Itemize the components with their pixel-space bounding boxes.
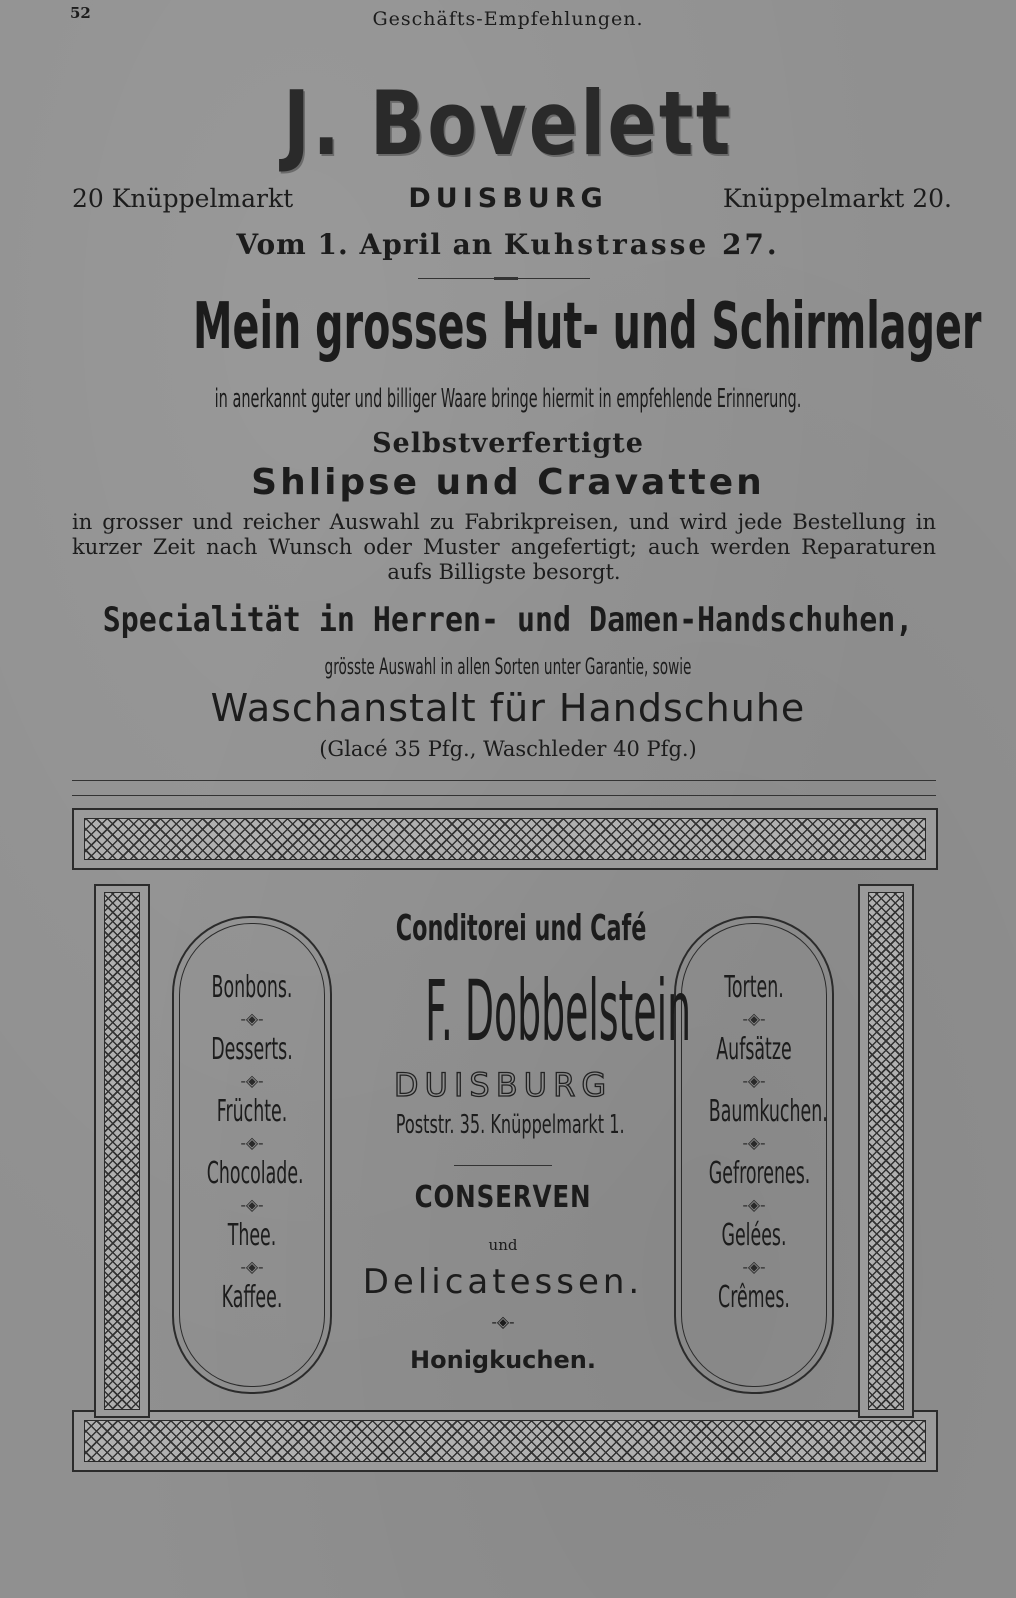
moving-address: Kuhstrasse 27. — [503, 228, 780, 261]
right-item-list — [676, 970, 832, 1316]
und-word: und — [488, 1236, 518, 1254]
conserven-heading: CONSERVEN — [414, 1180, 592, 1215]
honigkuchen-heading: Honigkuchen. — [410, 1346, 596, 1374]
delicatessen-heading: Delicatessen. — [362, 1262, 644, 1302]
list-item: Früchte. — [216, 1094, 288, 1129]
left-oval-panel — [172, 916, 332, 1394]
running-head: Geschäfts-Empfehlungen. — [372, 8, 644, 30]
ornament-pattern — [104, 892, 140, 1410]
list-item: Chocolade. — [206, 1156, 304, 1191]
address-row — [72, 183, 952, 214]
list-item: Crêmes. — [718, 1280, 790, 1315]
right-oval-panel — [674, 916, 834, 1394]
separator-rule — [72, 780, 936, 781]
ornament-divider: -◈- — [742, 1133, 766, 1152]
ornament-divider: -◈- — [742, 1071, 766, 1090]
ornament-divider: -◈- — [240, 1071, 264, 1090]
ornament-pattern — [84, 1420, 926, 1462]
price-note: (Glacé 35 Pfg., Waschleder 40 Pfg.) — [319, 737, 697, 761]
ornament-divider: -◈- — [742, 1009, 766, 1028]
shlipse-heading: Shlipse und Cravatten — [251, 462, 765, 503]
top-ornament-band — [72, 808, 938, 870]
list-item: Bonbons. — [211, 970, 293, 1005]
selection-note: grösste Auswahl in allen Sorten unter Garantie, sowie — [324, 655, 692, 680]
city-name: DUISBURG — [408, 183, 608, 214]
specialty-heading: Specialität in Herren- und Damen-Handschuhen, — [102, 600, 914, 640]
ornament-divider: -◈- — [742, 1257, 766, 1276]
ornament-divider: -◈- — [240, 1009, 264, 1028]
ornament-pattern — [84, 818, 926, 860]
right-ornament-pillar — [858, 884, 914, 1418]
list-item: Gefrorenes. — [708, 1156, 811, 1191]
selbst-heading: Selbstverfertigte — [372, 428, 644, 459]
ornament-divider: -◈- — [240, 1133, 264, 1152]
cafe-owner-name: F. Dobbelstein — [425, 962, 692, 1060]
ornament-divider: -◈- — [240, 1257, 264, 1276]
address-right: Knüppelmarkt 20. — [722, 184, 952, 213]
body-paragraph: in grosser und reicher Auswahl zu Fabrikpreisen, und wird jede Bestellung in kurzer Zeit nach Wunsch oder Muster angefertigt; auch werden Reparaturen aufs Billigste besorgt. — [72, 510, 936, 584]
ornament-divider: -◈- — [491, 1312, 515, 1331]
ornament-divider: -◈- — [240, 1195, 264, 1214]
waschanstalt-heading: Waschanstalt für Handschuhe — [210, 686, 806, 730]
divider-rule — [418, 278, 590, 279]
headline: Mein grosses Hut- und Schirmlager — [193, 290, 982, 364]
list-item: Torten. — [724, 970, 784, 1005]
separator-rule-2 — [72, 795, 936, 796]
cafe-title: Conditorei und Café — [395, 908, 647, 949]
cafe-city: DUISBURG — [393, 1066, 613, 1104]
advertiser-name: J. Bovelett — [283, 72, 733, 175]
list-item: Kaffee. — [221, 1280, 283, 1315]
ornament-pattern — [868, 892, 904, 1410]
page-number: 52 — [70, 4, 91, 22]
cafe-address: Poststr. 35. Knüppelmarkt 1. — [395, 1110, 625, 1140]
list-item: Aufsätze — [716, 1032, 792, 1067]
address-left: 20 Knüppelmarkt — [72, 184, 294, 213]
list-item: Gelées. — [721, 1218, 787, 1253]
cafe-divider — [454, 1165, 552, 1166]
list-item: Thee. — [227, 1218, 277, 1253]
left-ornament-pillar — [94, 884, 150, 1418]
moving-prefix: Vom 1. April an — [236, 228, 494, 261]
subline: in anerkannt guter und billiger Waare bringe hiermit in empfehlende Erinnerung. — [214, 384, 802, 414]
left-item-list — [174, 970, 330, 1316]
list-item: Desserts. — [211, 1032, 293, 1067]
moving-notice — [0, 228, 1016, 261]
ornament-divider: -◈- — [742, 1195, 766, 1214]
list-item: Baumkuchen. — [708, 1094, 828, 1129]
bottom-ornament-band — [72, 1410, 938, 1472]
